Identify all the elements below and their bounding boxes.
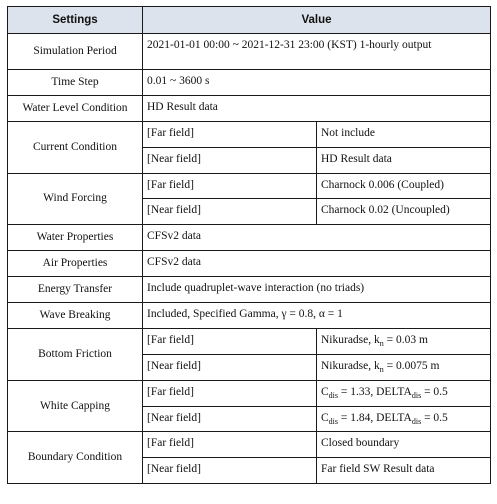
wave-breaking-label: Wave Breaking	[8, 303, 143, 329]
wind-far-key: [Far field]	[143, 173, 317, 199]
white-capping-label: White Capping	[8, 380, 143, 432]
whitecap-far-key: [Far field]	[143, 380, 317, 406]
time-step-label: Time Step	[8, 70, 143, 96]
whitecap-near-key: [Near field]	[143, 406, 317, 432]
boundary-near-value: Far field SW Result data	[317, 458, 491, 484]
table-row	[8, 121, 491, 147]
current-near-key: [Near field]	[143, 147, 317, 173]
wind-forcing-label: Wind Forcing	[8, 173, 143, 225]
boundary-far-key: [Far field]	[143, 432, 317, 458]
water-properties-value: CFSv2 data	[143, 225, 491, 251]
bottom-near-key: [Near field]	[143, 354, 317, 380]
boundary-condition-label: Boundary Condition	[8, 432, 143, 484]
boundary-far-value: Closed boundary	[317, 432, 491, 458]
bottom-far-value: Nikuradse, $k_n = 0.03$ m	[317, 328, 491, 354]
water-properties-label: Water Properties	[8, 225, 143, 251]
water-level-value: HD Result data	[143, 95, 491, 121]
settings-header: Settings	[8, 7, 143, 34]
simulation-period-label: Simulation Period	[8, 34, 143, 70]
air-properties-label: Air Properties	[8, 251, 143, 277]
table-row	[8, 328, 491, 354]
bottom-near-value: Nikuradse, $k_n = 0.0075$ m	[317, 354, 491, 380]
current-near-value: HD Result data	[317, 147, 491, 173]
wind-far-value: Charnock 0.006 (Coupled)	[317, 173, 491, 199]
current-far-key: [Far field]	[143, 121, 317, 147]
water-level-label: Water Level Condition	[8, 95, 143, 121]
table-row	[8, 173, 491, 199]
table-row	[8, 70, 491, 96]
bottom-far-key: [Far field]	[143, 328, 317, 354]
bottom-friction-label: Bottom Friction	[8, 328, 143, 380]
settings-table	[7, 6, 491, 484]
value-header: Value	[143, 7, 491, 34]
time-step-value: 0.01 ~ 3600 s	[143, 70, 491, 96]
whitecap-far-value: $C_{dis} = 1.33$, $DELTA_{dis} = 0.5$	[317, 380, 491, 406]
simulation-period-value: 2021-01-01 00:00 ~ 2021-12-31 23:00 (KST) 1-hourly output	[143, 34, 491, 70]
table-row	[8, 303, 491, 329]
whitecap-near-value: $C_{dis} = 1.84$, $DELTA_{dis} = 0.5$	[317, 406, 491, 432]
boundary-near-key: [Near field]	[143, 458, 317, 484]
table-row	[8, 95, 491, 121]
wind-near-key: [Near field]	[143, 199, 317, 225]
table-row	[8, 225, 491, 251]
air-properties-value: CFSv2 data	[143, 251, 491, 277]
energy-transfer-value: Include quadruplet-wave interaction (no triads)	[143, 277, 491, 303]
table-row	[8, 251, 491, 277]
table-row	[8, 34, 491, 70]
wave-breaking-value: Included, Specified Gamma, γ = 0.8, α = 1	[143, 303, 491, 329]
table-row	[8, 380, 491, 406]
energy-transfer-label: Energy Transfer	[8, 277, 143, 303]
table-row	[8, 432, 491, 458]
table-row	[8, 277, 491, 303]
wind-near-value: Charnock 0.02 (Uncoupled)	[317, 199, 491, 225]
current-condition-label: Current Condition	[8, 121, 143, 173]
current-far-value: Not include	[317, 121, 491, 147]
